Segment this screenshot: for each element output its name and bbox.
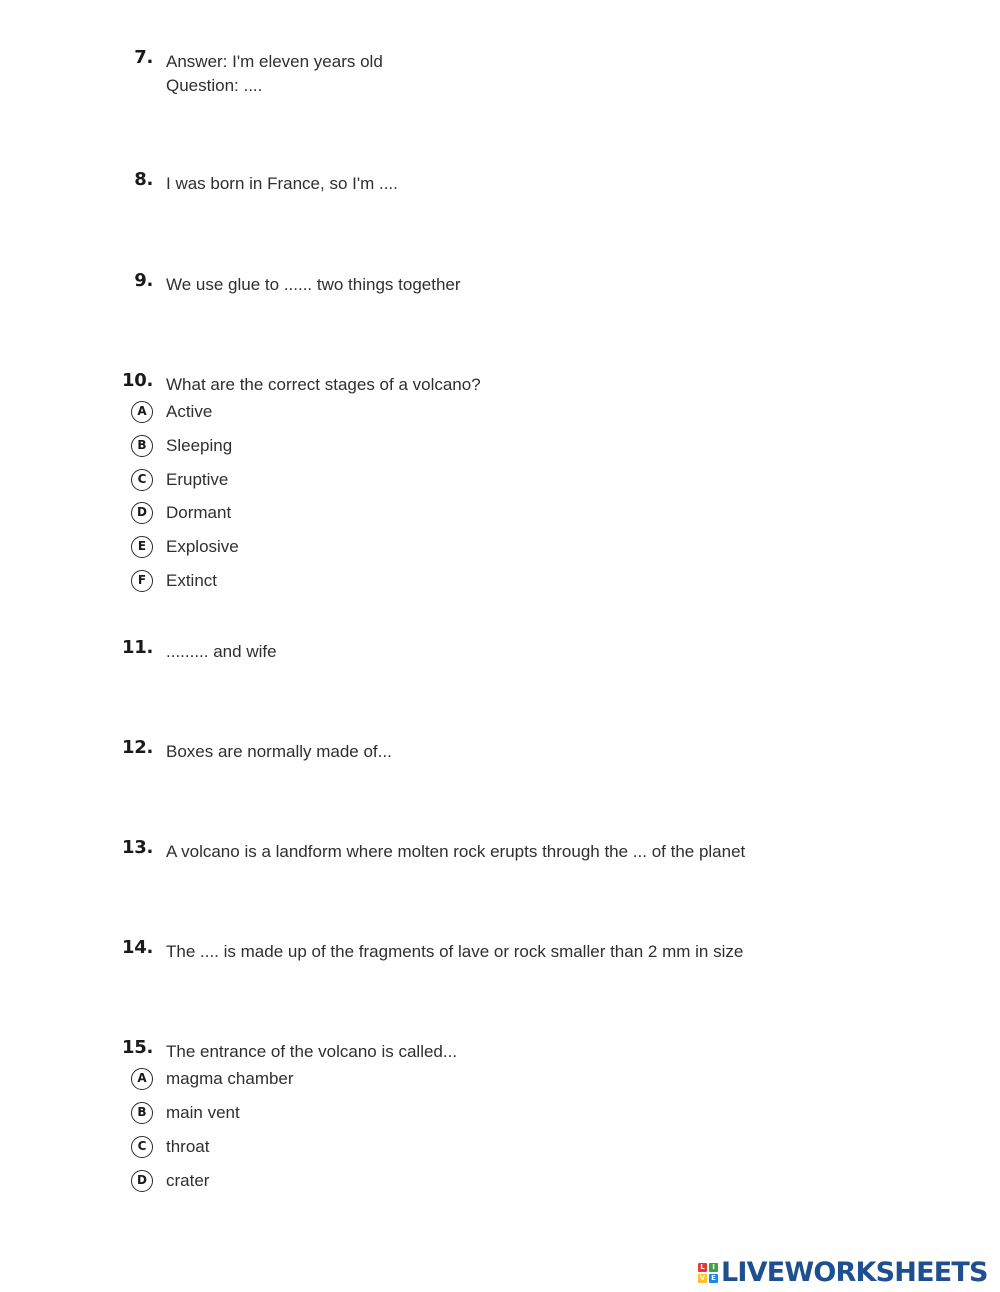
logo-block: V — [699, 1274, 706, 1282]
logo-block: I — [709, 1263, 718, 1272]
logo-wordmark: LIVEWORKSHEETS — [721, 1257, 988, 1288]
question-line: The .... is made up of the fragments of lave or rock smaller than 2 mm in size — [166, 942, 744, 961]
option-15-b[interactable] — [131, 1102, 531, 1128]
question-line: A volcano is a landform where molten rock erupts through the ... of the planet — [166, 842, 746, 861]
logo-block: E — [709, 1274, 718, 1283]
option-letter-badge[interactable]: A — [131, 1068, 153, 1090]
option-15-d[interactable] — [131, 1170, 531, 1196]
question-line: Question: .... — [166, 76, 263, 95]
option-10-e[interactable] — [131, 536, 531, 562]
option-letter-badge[interactable]: D — [131, 502, 153, 524]
question-text — [166, 50, 383, 98]
question-line: The entrance of the volcano is called... — [166, 1042, 458, 1061]
question-text — [166, 172, 398, 196]
option-10-c[interactable] — [131, 469, 531, 495]
question-number: 9. — [134, 270, 153, 291]
question-number: 10. — [122, 370, 153, 391]
option-letter-badge[interactable]: C — [131, 1136, 153, 1158]
option-label[interactable]: Dormant — [166, 503, 232, 522]
option-15-c[interactable] — [131, 1136, 531, 1162]
option-letter-badge[interactable]: A — [131, 401, 153, 423]
question-line: I was born in France, so I'm .... — [166, 174, 398, 193]
question-number: 14. — [122, 937, 153, 958]
option-letter-badge[interactable]: F — [131, 570, 153, 592]
option-10-b[interactable] — [131, 435, 531, 461]
question-line: Boxes are normally made of... — [166, 742, 392, 761]
question-text — [166, 840, 745, 864]
option-label[interactable]: Eruptive — [166, 470, 229, 489]
option-label[interactable]: Extinct — [166, 571, 218, 590]
question-line: ......... and wife — [166, 642, 277, 661]
option-letter-badge[interactable]: E — [131, 536, 153, 558]
question-text — [166, 640, 277, 664]
question-text — [166, 940, 743, 964]
question-line: What are the correct stages of a volcano? — [166, 375, 481, 394]
question-line: We use glue to ...... two things together — [166, 275, 461, 294]
question-text — [166, 273, 461, 297]
question-number: 12. — [122, 737, 153, 758]
question-number: 7. — [134, 47, 153, 68]
option-label[interactable]: Sleeping — [166, 436, 233, 455]
question-number: 8. — [134, 169, 153, 190]
question-text — [166, 1040, 457, 1064]
question-number: 13. — [122, 837, 153, 858]
question-text — [166, 740, 392, 764]
liveworksheets-logo — [698, 1259, 988, 1287]
option-letter-badge[interactable]: C — [131, 469, 153, 491]
option-label[interactable]: main vent — [166, 1103, 240, 1122]
question-text — [166, 373, 481, 397]
option-10-d[interactable] — [131, 502, 531, 528]
option-label[interactable]: Explosive — [166, 537, 239, 556]
option-letter-badge[interactable]: B — [131, 1102, 153, 1124]
option-10-a[interactable] — [131, 401, 531, 427]
option-letter-badge[interactable]: D — [131, 1170, 153, 1192]
question-line: Answer: I'm eleven years old — [166, 52, 383, 71]
option-letter-badge[interactable]: B — [131, 435, 153, 457]
option-10-f[interactable] — [131, 570, 531, 596]
logo-block: L — [698, 1263, 707, 1272]
option-label[interactable]: Active — [166, 402, 213, 421]
option-label[interactable]: crater — [166, 1171, 210, 1190]
option-label[interactable]: throat — [166, 1137, 210, 1156]
question-number: 15. — [122, 1037, 153, 1058]
option-label[interactable]: magma chamber — [166, 1069, 294, 1088]
logo-blocks-icon — [698, 1263, 718, 1283]
question-number: 11. — [122, 637, 153, 658]
option-15-a[interactable] — [131, 1068, 531, 1094]
